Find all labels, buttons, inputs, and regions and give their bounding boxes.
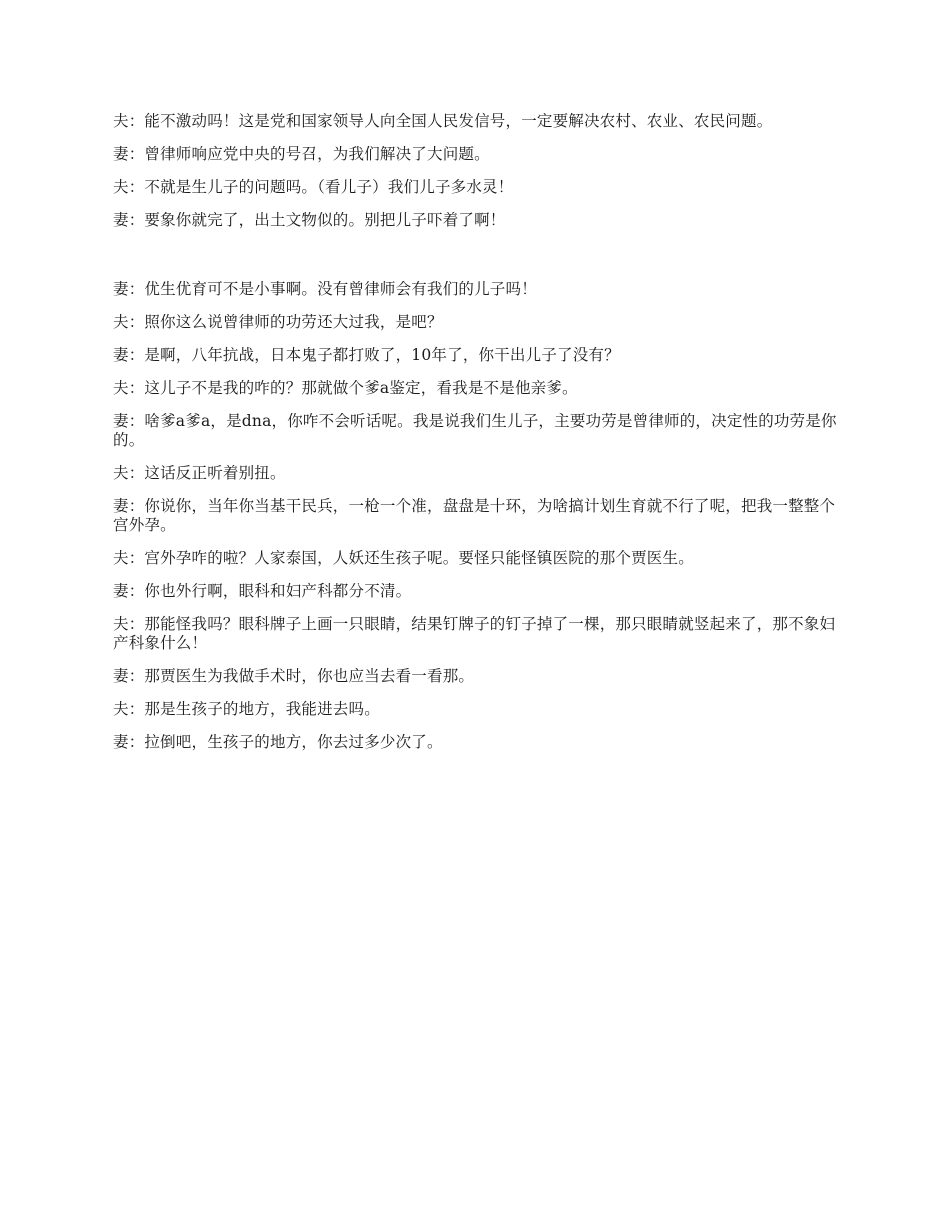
dialogue-line: 夫：能不激动吗！这是党和国家领导人向全国人民发信号，一定要解决农村、农业、农民问题。 xyxy=(113,112,773,130)
dialogue-line: 妻：啥爹a爹a，是dna，你咋不会听话呢。我是说我们生儿子，主要功劳是曾律师的，决定性的功劳是你的。 xyxy=(113,412,837,449)
dialogue-line: 妻：优生优育可不是小事啊。没有曾律师会有我们的儿子吗！ xyxy=(113,280,537,298)
dialogue-line: 妻：你说你，当年你当基干民兵，一枪一个准，盘盘是十环，为啥搞计划生育就不行了呢，把我一整整个宫外孕。 xyxy=(113,497,836,534)
dialogue-line: 妻：曾律师响应党中央的号召，为我们解决了大问题。 xyxy=(113,145,490,163)
dialogue-line: 妻：你也外行啊，眼科和妇产科都分不清。 xyxy=(113,582,412,600)
dialogue-line: 夫：那是生孩子的地方，我能进去吗。 xyxy=(113,700,380,718)
dialogue-line: 夫：那能怪我吗？眼科牌子上画一只眼睛，结果钉牌子的钉子掉了一棵，那只眼睛就竖起来了，那不象妇产科象什么！ xyxy=(113,615,836,652)
dialogue-line: 妻：要象你就完了，出土文物似的。别把儿子吓着了啊！ xyxy=(113,211,506,229)
dialogue-line: 夫：宫外孕咋的啦？人家泰国，人妖还生孩子呢。要怪只能怪镇医院的那个贾医生。 xyxy=(113,549,694,567)
dialogue-line: 妻：那贾医生为我做手术时，你也应当去看一看那。 xyxy=(113,667,475,685)
dialogue-line: 夫：不就是生儿子的问题吗。（看儿子）我们儿子多水灵！ xyxy=(113,178,514,196)
dialogue-line: 夫：这话反正听着别扭。 xyxy=(113,464,286,482)
dialogue-line: 妻：拉倒吧，生孩子的地方，你去过多少次了。 xyxy=(113,733,443,751)
dialogue-line: 夫：照你这么说曾律师的功劳还大过我，是吧？ xyxy=(113,313,443,331)
dialogue-body xyxy=(113,112,845,766)
dialogue-line: 妻：是啊，八年抗战，日本鬼子都打败了，10年了，你干出儿子了没有？ xyxy=(113,346,620,364)
dialogue-line: 夫：这儿子不是我的咋的？那就做个爹a鉴定，看我是不是他亲爹。 xyxy=(113,379,578,397)
